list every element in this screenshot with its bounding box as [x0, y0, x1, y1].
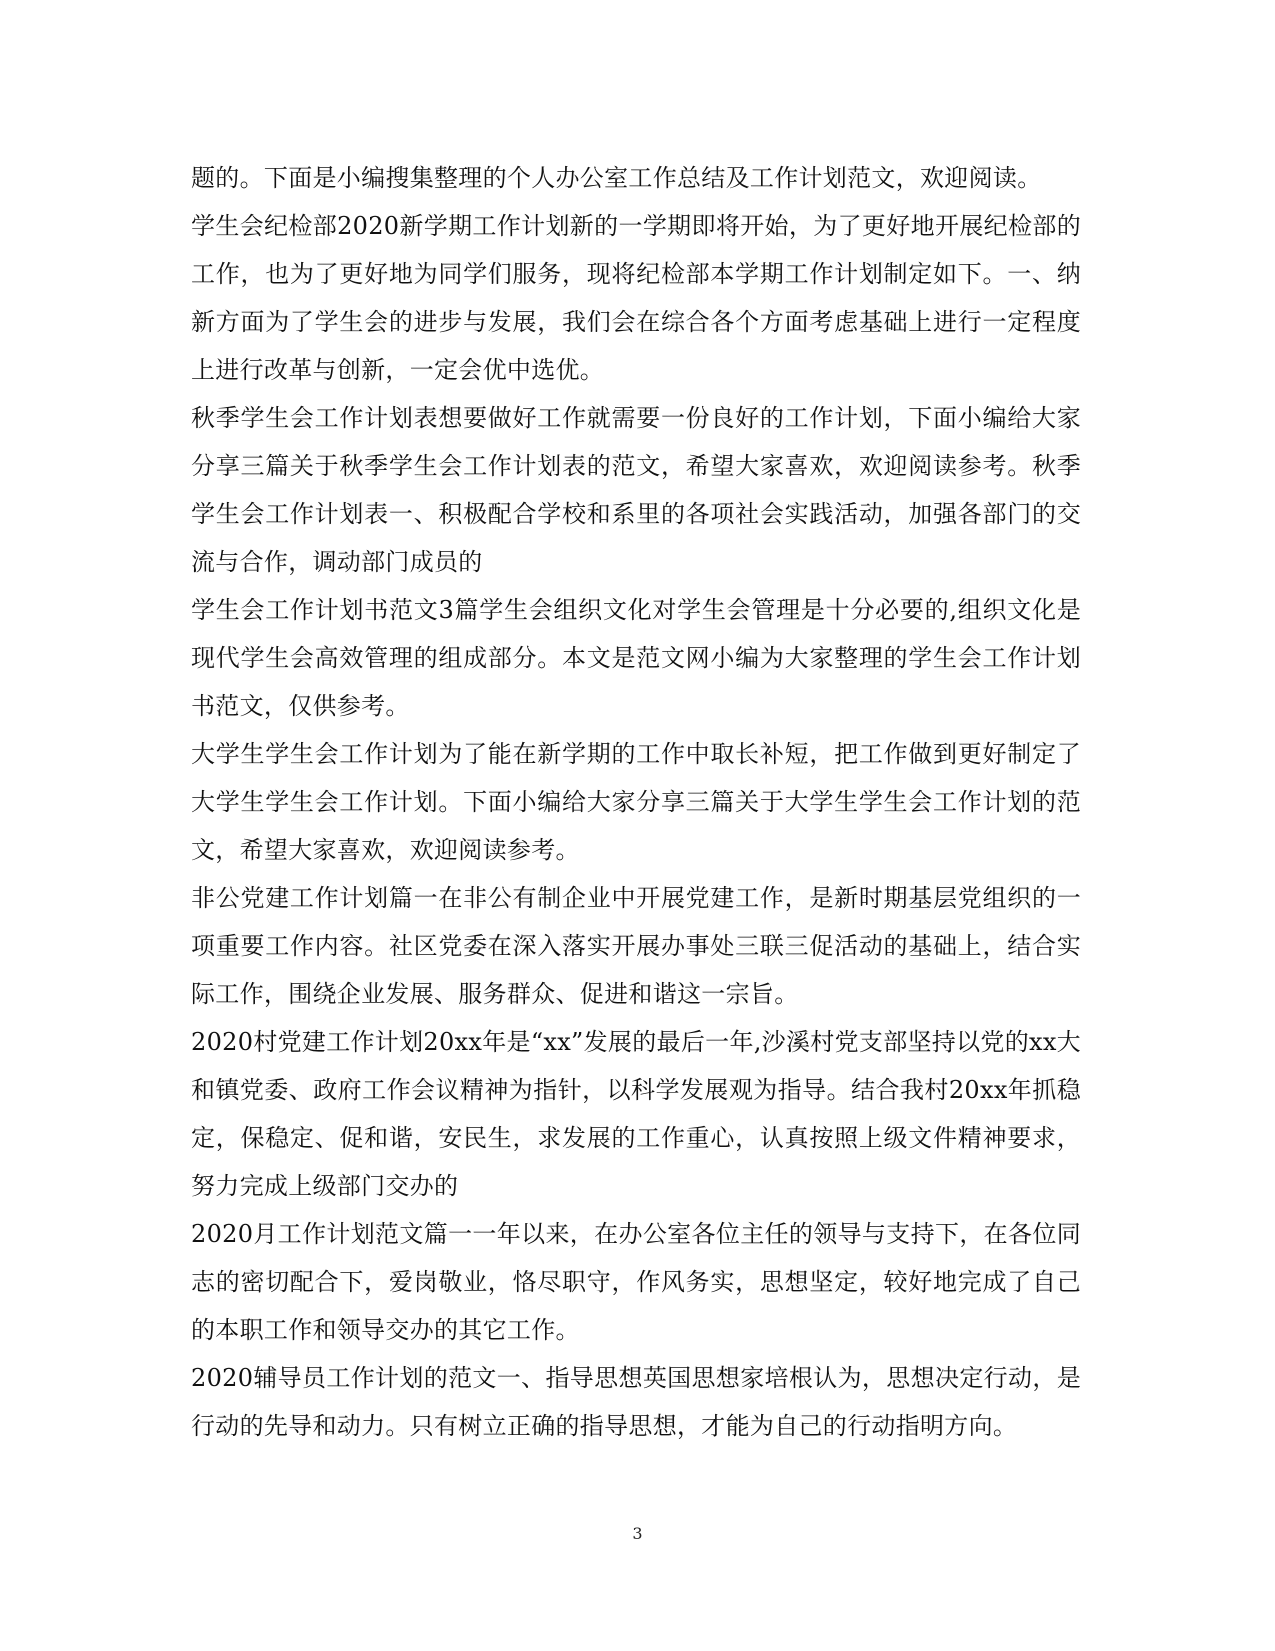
- paragraph-autumn-student-union-plan: 秋季学生会工作计划表想要做好工作就需要一份良好的工作计划，下面小编给大家分享三篇关于秋季学生会工作计划表的范文，希望大家喜欢，欢迎阅读参考。秋季学生会工作计划表一、积极配合学校和系里的各项社会实践活动，加强各部门的交流与合作，调动部门成员的: [191, 404, 1081, 576]
- paragraph-non-public-party-building: 非公党建工作计划篇一在非公有制企业中开展党建工作，是新时期基层党组织的一项重要工作内容。社区党委在深入落实开展办事处三联三促活动的基础上，结合实际工作，围绕企业发展、服务群众、促进和谐这一宗旨。: [191, 884, 1081, 1008]
- paragraph-student-union-plan-book: 学生会工作计划书范文3篇学生会组织文化对学生会管理是十分必要的,组织文化是现代学生会高效管理的组成部分。本文是范文网小编为大家整理的学生会工作计划书范文，仅供参考。: [191, 596, 1081, 720]
- paragraph-college-student-union-plan: 大学生学生会工作计划为了能在新学期的工作中取长补短，把工作做到更好制定了大学生学生会工作计划。下面小编给大家分享三篇关于大学生学生会工作计划的范文，希望大家喜欢，欢迎阅读参考。: [191, 740, 1081, 864]
- page-number: 3: [632, 1524, 643, 1543]
- paragraph-village-party-building: 2020村党建工作计划20xx年是“xx”发展的最后一年,沙溪村党支部坚持以党的xx大和镇党委、政府工作会议精神为指针，以科学发展观为指导。结合我村20xx年抓稳定，保稳定、促和谐，安民生，求发展的工作重心，认真按照上级文件精神要求，努力完成上级部门交办的: [191, 1028, 1081, 1200]
- paragraph-discipline-department-plan: 学生会纪检部2020新学期工作计划新的一学期即将开始，为了更好地开展纪检部的工作，也为了更好地为同学们服务，现将纪检部本学期工作计划制定如下。一、纳新方面为了学生会的进步与发展，我们会在综合各个方面考虑基础上进行一定程度上进行改革与创新，一定会优中选优。: [191, 212, 1081, 384]
- document-body: [191, 154, 1081, 1450]
- paragraph-intro-tail: 题的。下面是小编搜集整理的个人办公室工作总结及工作计划范文，欢迎阅读。: [191, 164, 1042, 192]
- paragraph-monthly-work-plan: 2020月工作计划范文篇一一年以来，在办公室各位主任的领导与支持下，在各位同志的密切配合下，爱岗敬业，恪尽职守，作风务实，思想坚定，较好地完成了自己的本职工作和领导交办的其它工作。: [191, 1220, 1081, 1344]
- paragraph-counselor-work-plan: 2020辅导员工作计划的范文一、指导思想英国思想家培根认为，思想决定行动，是行动的先导和动力。只有树立正确的指导思想，才能为自己的行动指明方向。: [191, 1364, 1081, 1440]
